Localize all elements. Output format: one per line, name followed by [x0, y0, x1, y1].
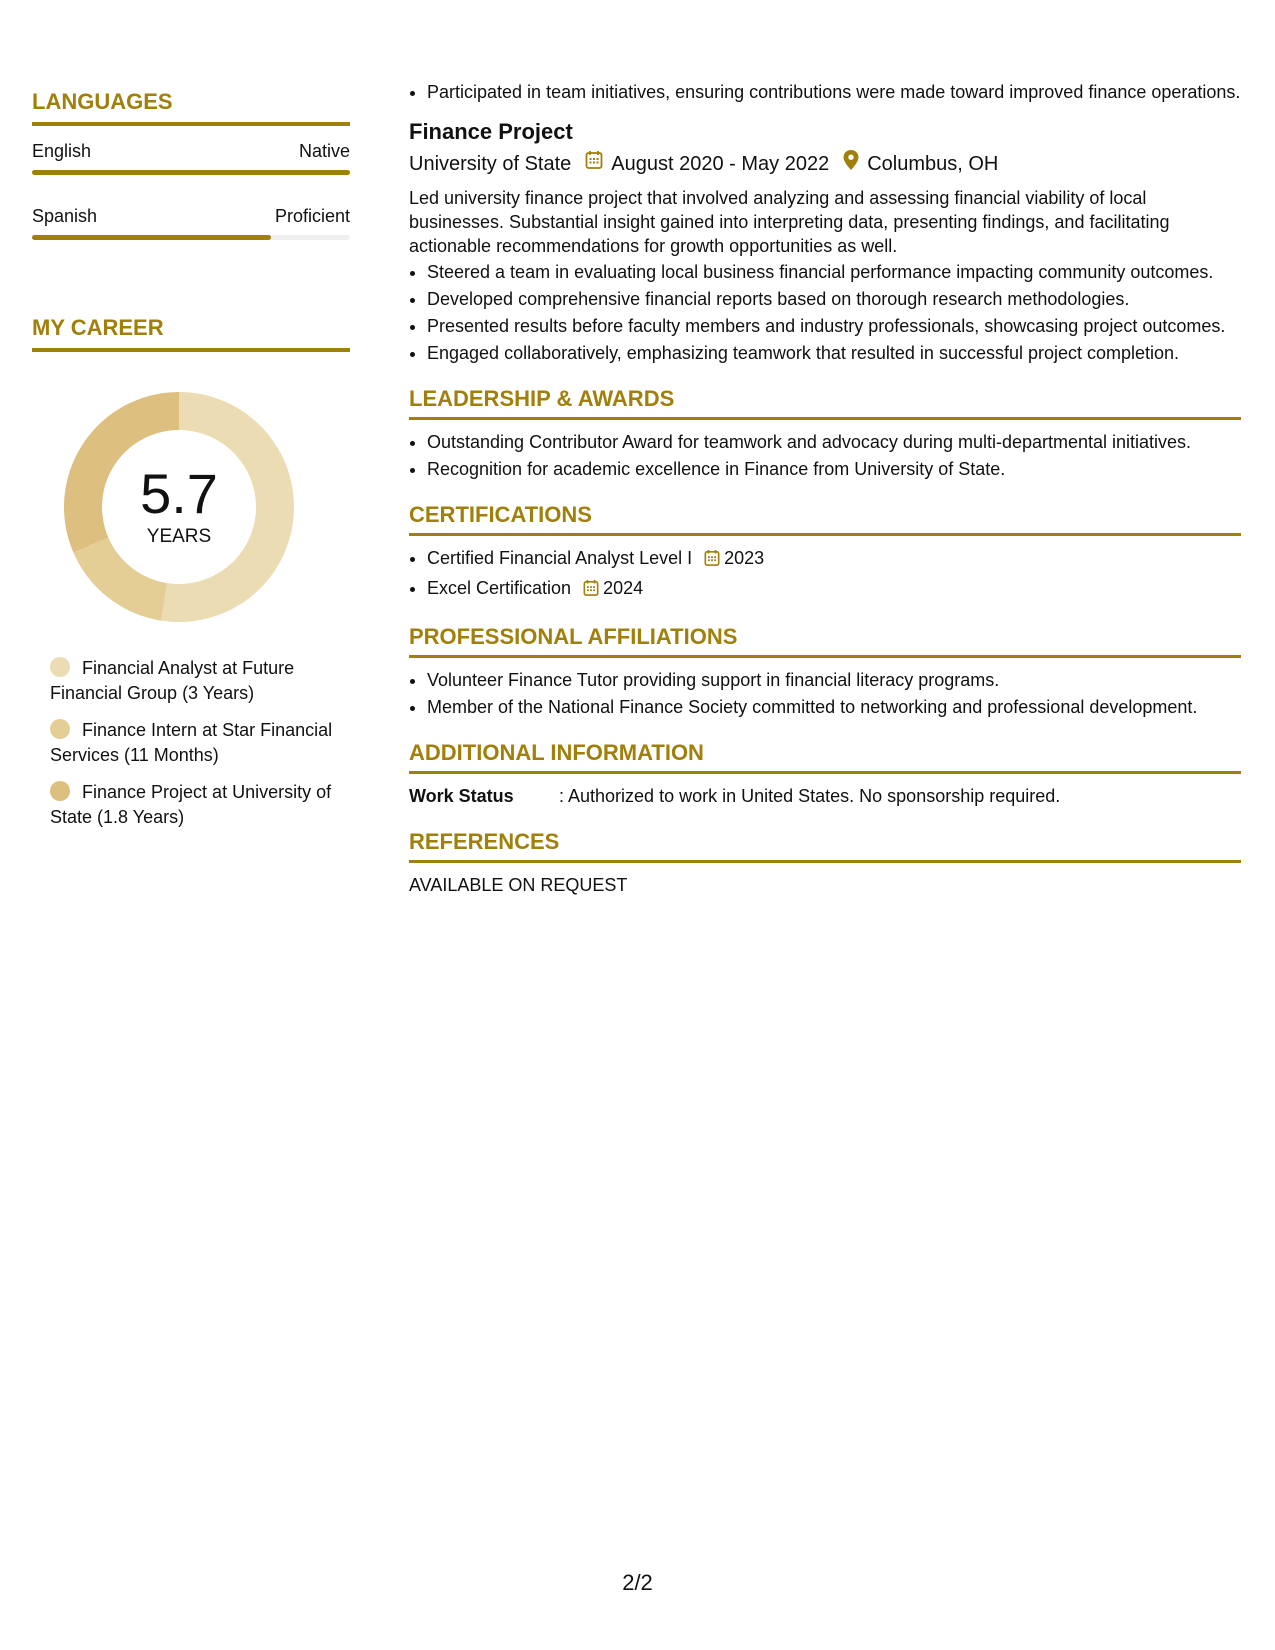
- language-level: Proficient: [274, 206, 350, 226]
- language-item: [32, 140, 350, 175]
- left-column: [32, 88, 350, 842]
- leadership-section: [409, 385, 1241, 481]
- affiliations-section: [409, 623, 1241, 719]
- job-title: Finance Project: [409, 119, 573, 144]
- language-proficiency-bar: [32, 235, 350, 240]
- references-section: [409, 828, 1241, 897]
- language-proficiency-fill: [32, 170, 350, 175]
- leadership-heading: LEADERSHIP & AWARDS: [409, 385, 1241, 420]
- legend-label: Financial Analyst at Future Financial Group (3 Years): [50, 658, 295, 703]
- language-proficiency-bar: [32, 170, 350, 175]
- job-meta: [409, 150, 1241, 178]
- list-item: • Steered a team in evaluating local business financial performance impacting community outcomes.: [427, 260, 1241, 284]
- additional-info-section: [409, 739, 1241, 808]
- calendar-icon: [585, 150, 603, 178]
- career-heading: MY CAREER: [32, 314, 350, 352]
- cert-year: 2023: [724, 548, 765, 568]
- job-dates: August 2020 - May 2022: [611, 153, 830, 175]
- work-status-value: : Authorized to work in United States. No sponsorship required.: [559, 786, 1061, 806]
- list-item: • Presented results before faculty members and industry professionals, showcasing project outcomes.: [427, 314, 1241, 338]
- list-item: • Participated in team initiatives, ensuring contributions were made toward improved finance operations.: [427, 80, 1241, 104]
- legend-item: [50, 780, 340, 830]
- legend-dot: [50, 781, 70, 801]
- job-description: Led university finance project that involved analyzing and assessing financial viability of local businesses. Substantial insight gained into interpreting data, presenting findings, and facilitating actionable recommendations for growth opportunities as well.: [409, 188, 1170, 256]
- career-donut-chart: [64, 392, 294, 622]
- certifications-heading: CERTIFICATIONS: [409, 501, 1241, 536]
- cert-year: 2024: [603, 578, 644, 598]
- list-item: • Volunteer Finance Tutor providing support in financial literacy programs.: [427, 668, 1241, 692]
- cert-name: Excel Certification: [427, 578, 572, 598]
- list-item: • Recognition for academic excellence in Finance from University of State.: [427, 457, 1241, 481]
- list-item: • Outstanding Contributor Award for teamwork and advocacy during multi-departmental initiatives.: [427, 430, 1241, 454]
- language-item: [32, 205, 350, 240]
- job-location: Columbus, OH: [867, 153, 999, 175]
- language-proficiency-fill: [32, 235, 271, 240]
- work-status-label: Work Status: [409, 786, 514, 806]
- legend-label: Finance Project at University of State (1.8 Years): [50, 782, 332, 827]
- additional-info-heading: ADDITIONAL INFORMATION: [409, 739, 1241, 774]
- affiliations-heading: PROFESSIONAL AFFILIATIONS: [409, 623, 1241, 658]
- page-number: 2/2: [622, 1570, 653, 1595]
- right-column: [409, 80, 1241, 897]
- job-organization: University of State: [409, 153, 572, 175]
- calendar-icon: [704, 549, 720, 573]
- job-bullets: [409, 260, 1241, 365]
- references-heading: REFERENCES: [409, 828, 1241, 863]
- career-total-value: 5.7: [140, 462, 218, 525]
- list-item: [427, 546, 1241, 573]
- legend-label: Finance Intern at Star Financial Services (11 Months): [50, 720, 333, 765]
- legend-item: [50, 656, 340, 706]
- list-item: • Engaged collaboratively, emphasizing teamwork that resulted in successful project completion.: [427, 341, 1241, 365]
- list-item: [427, 576, 1241, 603]
- legend-dot: [50, 719, 70, 739]
- list-item: • Developed comprehensive financial reports based on thorough research methodologies.: [427, 287, 1241, 311]
- references-text: AVAILABLE ON REQUEST: [409, 875, 628, 895]
- languages-heading: LANGUAGES: [32, 88, 350, 126]
- legend-dot: [50, 657, 70, 677]
- language-level: Native: [298, 141, 350, 161]
- cert-name: Certified Financial Analyst Level I: [427, 548, 693, 568]
- career-legend: [50, 656, 340, 830]
- certifications-section: [409, 501, 1241, 603]
- prev-job-bullets: [409, 80, 1241, 104]
- legend-item: [50, 718, 340, 768]
- language-name: English: [32, 141, 92, 161]
- location-pin-icon: [843, 150, 859, 178]
- job-entry: [409, 118, 1241, 365]
- list-item: • Member of the National Finance Society committed to networking and professional development.: [427, 695, 1241, 719]
- calendar-icon: [583, 579, 599, 603]
- language-name: Spanish: [32, 206, 98, 226]
- career-total-label: YEARS: [146, 526, 212, 547]
